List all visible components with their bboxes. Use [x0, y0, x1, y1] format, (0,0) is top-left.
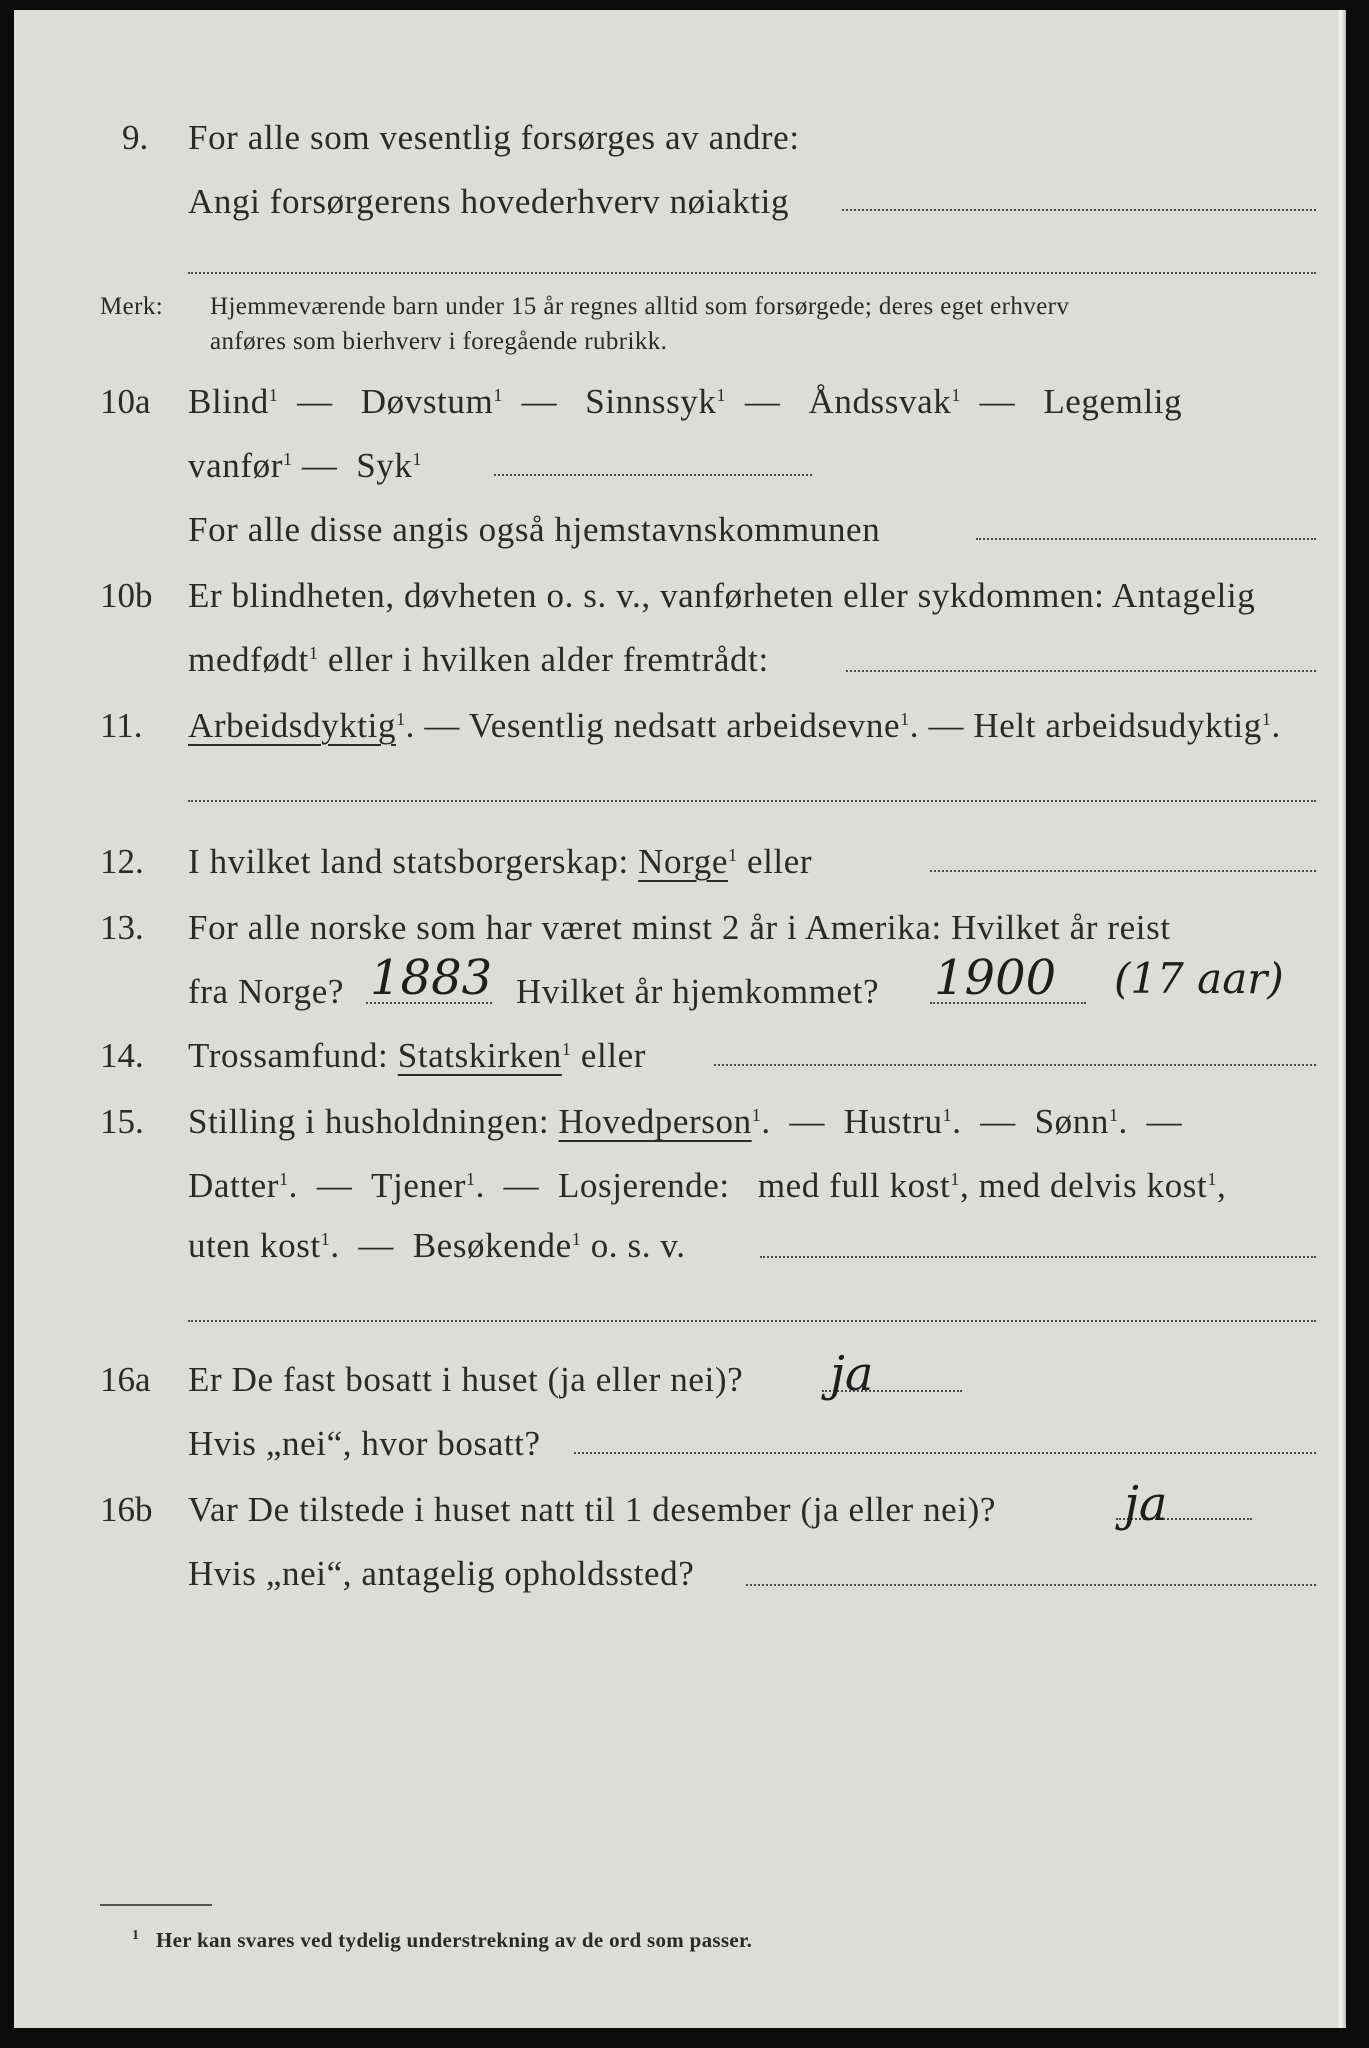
q9-answer-line — [842, 209, 1316, 211]
q9-line1: For alle som vesentlig forsørges av andre: — [188, 118, 800, 157]
q14-line1: Trossamfund: Statskirken$^1$ eller — [188, 1036, 646, 1075]
q13-line1: For alle norske som har været minst 2 år i Amerika: Hvilket år reist — [188, 908, 1171, 947]
q16a-answer: ja — [830, 1346, 874, 1402]
note-label: Merk: — [100, 293, 164, 320]
census-form-page — [14, 10, 1344, 2028]
q10a-line3: For alle disse angis også hjemstavnskommunen — [188, 510, 881, 549]
footnote-rule — [100, 1904, 212, 1906]
q10a-number: 10a — [100, 382, 151, 421]
q15-line1: Stilling i husholdningen: Hovedperson$^1$. — Hustru$^1$. — Sønn$^1$. — — [188, 1102, 1183, 1141]
q13-return-year: 1900 — [934, 950, 1057, 1006]
q9-line2: Angi forsørgerens hovederhverv nøiaktig — [188, 182, 790, 221]
q16b-answer: ja — [1124, 1476, 1168, 1532]
q16b-line2: Hvis „nei“, antagelig opholdssted? — [188, 1554, 695, 1593]
q14-number: 14. — [100, 1036, 144, 1075]
q10a-answer-line-2 — [976, 538, 1316, 540]
q10a-line2: vanfør$^1$ — Syk$^1$ — [188, 446, 423, 485]
page-edge — [1338, 10, 1346, 2028]
note-line2: anføres som bierhverv i foregående rubrikk. — [210, 328, 668, 355]
q10b-answer-line — [846, 670, 1316, 672]
q16a-line2: Hvis „nei“, hvor bosatt? — [188, 1424, 541, 1463]
q15-number: 15. — [100, 1102, 144, 1141]
q10b-line2: medfødt$^1$ eller i hvilken alder fremtrådt: — [188, 640, 769, 679]
q11-answer-line — [188, 800, 1316, 802]
q16b-number: 16b — [100, 1490, 153, 1529]
q15-line3: uten kost$^1$. — Besøkende$^1$ o. s. v. — [188, 1226, 686, 1265]
q13-number: 13. — [100, 908, 144, 947]
q14-answer-line — [714, 1064, 1316, 1066]
q10b-number: 10b — [100, 576, 153, 615]
q16b-line1: Var De tilstede i huset natt til 1 desember (ja eller nei)? — [188, 1490, 997, 1529]
q15-line2: Datter$^1$. — Tjener$^1$. — Losjerende: med full kost$^1$, med delvis kost$^1$, — [188, 1166, 1227, 1205]
q13-label-return: Hvilket år hjemkommet? — [516, 972, 880, 1011]
q13-years-note: (17 aar) — [1114, 954, 1284, 1003]
footnote: $^1$ Her kan svares ved tydelig understrekning av de ord som passer. — [132, 1928, 753, 1952]
q16a-answer-line-2 — [574, 1452, 1316, 1454]
q13-departure-year: 1883 — [370, 950, 493, 1006]
q12-answer-line — [930, 870, 1316, 872]
q10a-answer-line — [494, 474, 812, 476]
q11-number: 11. — [100, 706, 143, 745]
q16a-number: 16a — [100, 1360, 151, 1399]
q10b-line1: Er blindheten, døvheten o. s. v., vanførheten eller sykdommen: Antagelig — [188, 576, 1256, 615]
q9-answer-line-2 — [188, 272, 1316, 274]
q12-line1: I hvilket land statsborgerskap: Norge$^1$ eller — [188, 842, 813, 881]
q15-answer-line-2 — [188, 1320, 1316, 1322]
q10a-line1: Blind$^1$ — Døvstum$^1$ — Sinnssyk$^1$ — Åndssvak$^1$ — Legemlig — [188, 382, 1183, 421]
q12-number: 12. — [100, 842, 144, 881]
q16b-answer-line-2 — [746, 1584, 1316, 1586]
q11-line1: Arbeidsdyktig$^1$. — Vesentlig nedsatt arbeidsevne$^1$. — Helt arbeidsudyktig$^1$. — [188, 706, 1281, 745]
q15-answer-line — [760, 1256, 1316, 1258]
q16a-line1: Er De fast bosatt i huset (ja eller nei)? — [188, 1360, 744, 1399]
q13-label-departure: fra Norge? — [188, 972, 344, 1011]
q9-number: 9. — [122, 118, 149, 157]
note-line1: Hjemmeværende barn under 15 år regnes alltid som forsørgede; deres eget erhverv — [210, 293, 1070, 320]
